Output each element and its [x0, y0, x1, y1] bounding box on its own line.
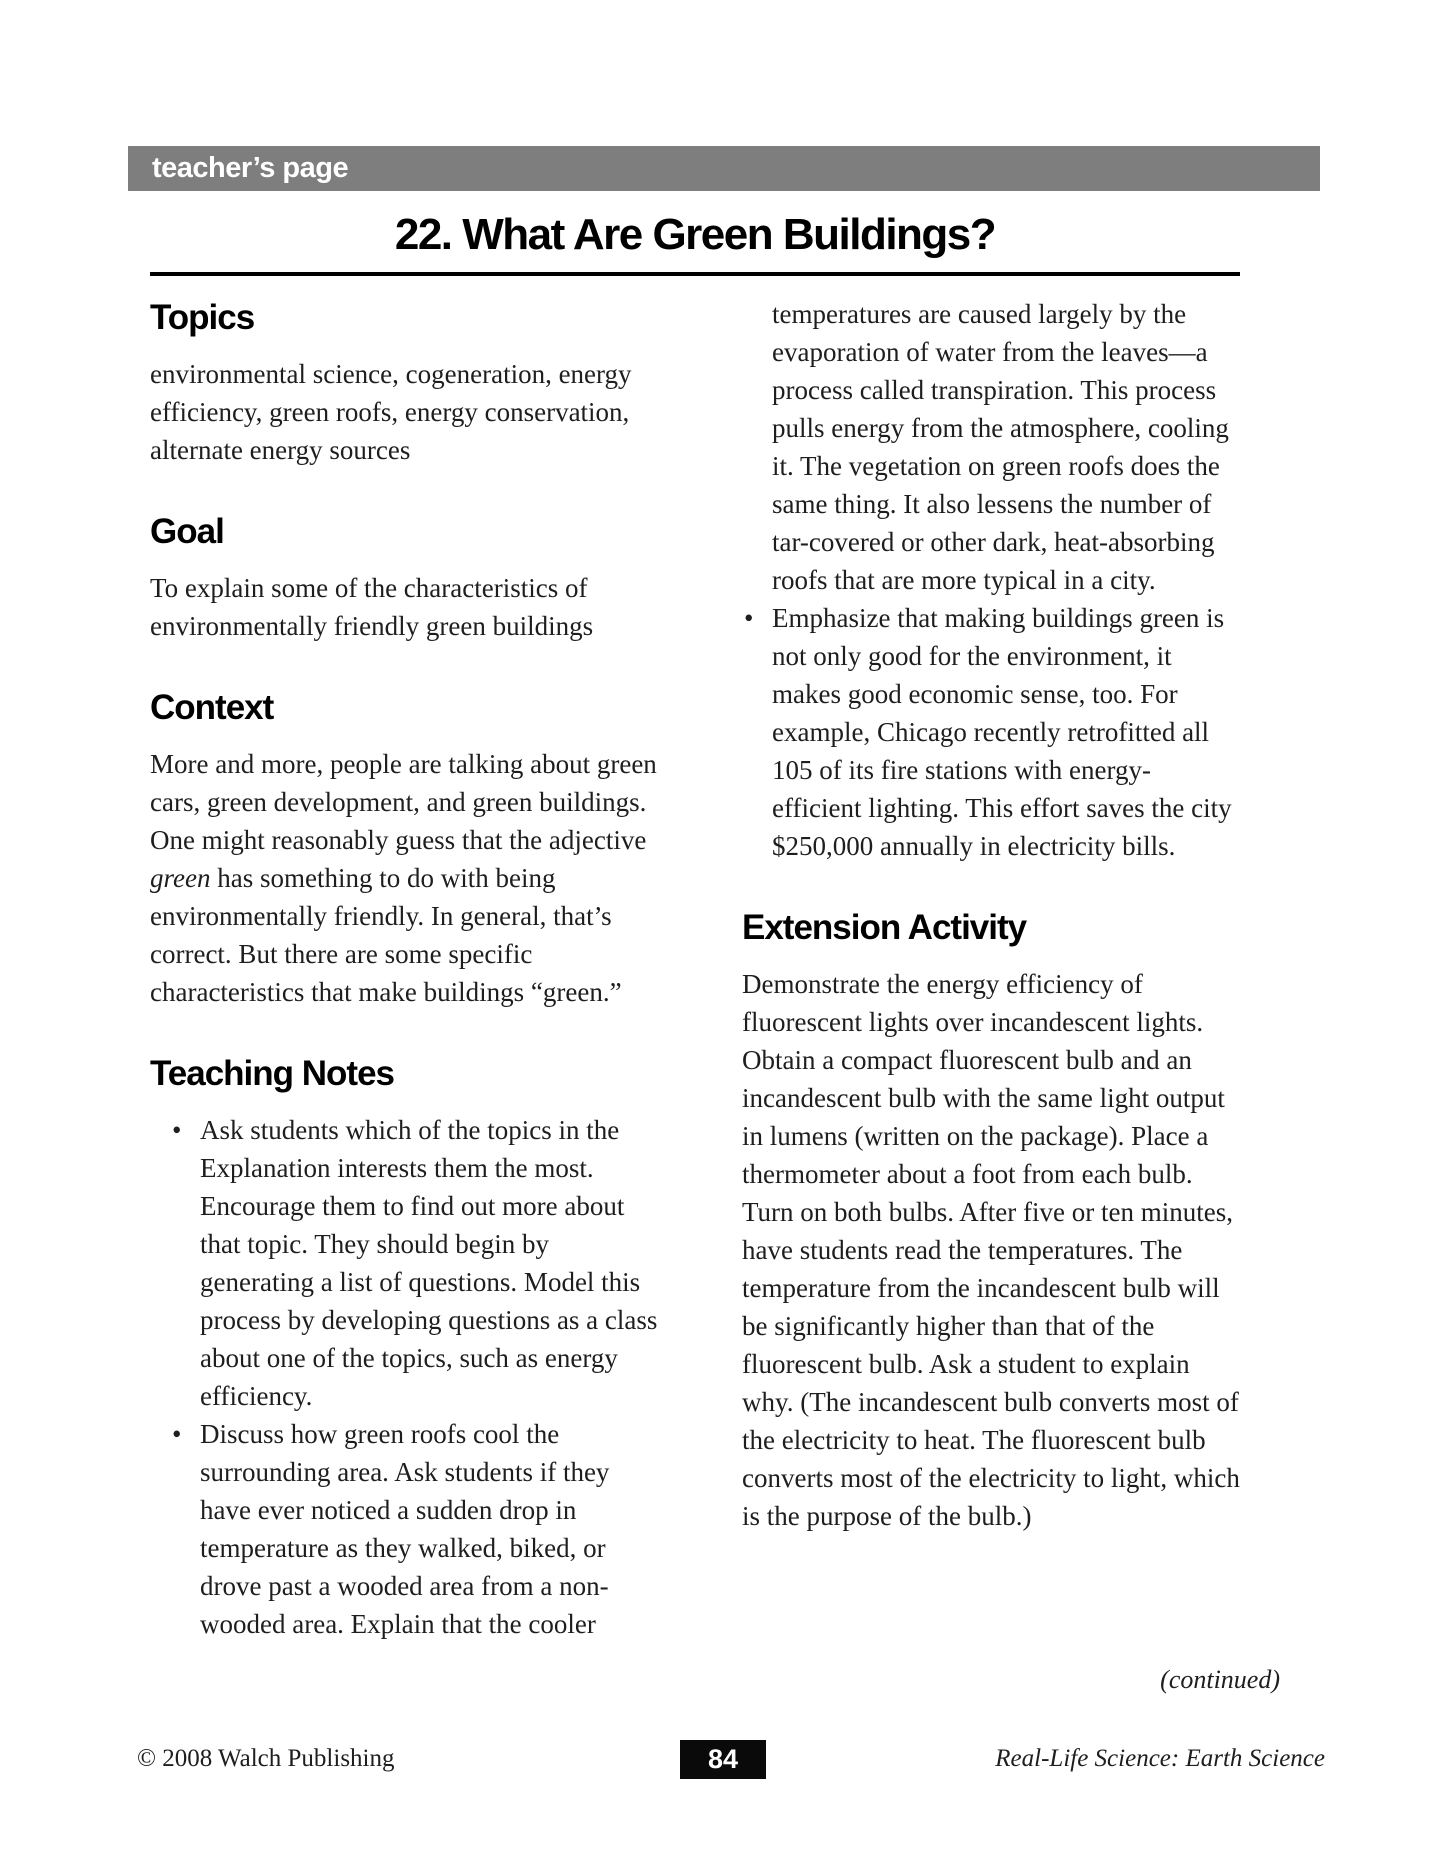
left-column: [150, 295, 658, 1643]
context-text-after-italic: has something to do with being environmentally friendly. In general, that’s correct. But there are some specific characteristics that make buildings “green.”: [150, 863, 622, 1007]
teaching-note-item: [150, 1111, 658, 1415]
title-divider: [150, 272, 1240, 276]
goal-heading: Goal: [150, 512, 224, 551]
teaching-note-item: [742, 599, 1240, 865]
extension-activity-heading: Extension Activity: [742, 908, 1027, 947]
extension-activity-paragraph: Demonstrate the energy efficiency of fluorescent lights over incandescent lights. Obtain a compact fluorescent bulb and an incandescent bulb with the same light output in lumens (written on the package). Place a thermometer about a foot from each bulb. Turn on both bulbs. After five or ten minutes, have students read the temperatures. The temperature from the incandescent bulb will be significantly higher than that of the fluorescent bulb. Ask a student to explain why. (The incandescent bulb converts most of the electricity to heat. The fluorescent bulb converts most of the electricity to light, which is the purpose of the bulb.): [742, 969, 1240, 1531]
footer-book-title: Real-Life Science: Earth Science: [995, 1745, 1325, 1772]
context-heading: Context: [150, 688, 274, 727]
bullet-icon: •: [744, 603, 754, 633]
teaching-notes-list: [150, 1111, 658, 1643]
page-number: 84: [707, 1744, 739, 1774]
goal-paragraph: To explain some of the characteristics of environmentally friendly green buildings: [150, 573, 594, 641]
teaching-note-text: Discuss how green roofs cool the surrounding area. Ask students if they have ever noticed a sudden drop in temperature as they walked, biked, or drove past a wooded area from a non-wooded area. Explain that the cooler: [200, 1419, 610, 1639]
column-gutter: [658, 295, 742, 1643]
teaching-note-text: Emphasize that making buildings green is not only good for the environment, it makes good economic sense, too. For example, Chicago recently retrofitted all 105 of its fire stations with energy-efficient lighting. This effort saves the city $250,000 annually in electricity bills.: [772, 603, 1232, 861]
topics-heading: Topics: [150, 298, 255, 337]
context-italic-word: green: [150, 863, 211, 893]
teaching-note-continuation: temperatures are caused largely by the evaporation of water from the leaves—a process called transpiration. This process pulls energy from the atmosphere, cooling it. The vegetation on green roofs does the same thing. It also lessens the number of tar-covered or other dark, heat-absorbing roofs that are more typical in a city.: [772, 299, 1229, 595]
teaching-note-item: [150, 1415, 658, 1643]
bullet-icon: •: [172, 1419, 182, 1449]
continued-note: (continued): [1160, 1665, 1280, 1694]
teaching-note-text: Ask students which of the topics in the Explanation interests them the most. Encourage them to find out more about that topic. They should begin by generating a list of questions. Model this process by developing questions as a class about one of the topics, such as energy efficiency.: [200, 1115, 658, 1411]
right-column: [742, 295, 1240, 1643]
teaching-notes-heading: Teaching Notes: [150, 1054, 395, 1093]
footer-copyright: © 2008 Walch Publishing: [137, 1745, 395, 1772]
context-paragraph: [150, 745, 658, 1011]
topics-paragraph: environmental science, cogeneration, energy efficiency, green roofs, energy conservation, alternate energy sources: [150, 359, 632, 465]
teachers-page-banner-label: teacher’s page: [152, 152, 349, 184]
teachers-page-banner: [128, 146, 1320, 191]
bullet-icon: •: [172, 1115, 182, 1145]
two-column-body: [150, 295, 1240, 1643]
teaching-notes-list-continued: [742, 599, 1240, 865]
context-text-before-italic: More and more, people are talking about green cars, green development, and green buildings. One might reasonably guess that the adjective: [150, 749, 657, 855]
page-title: 22. What Are Green Buildings?: [394, 210, 996, 259]
page-number-box: [680, 1740, 766, 1779]
